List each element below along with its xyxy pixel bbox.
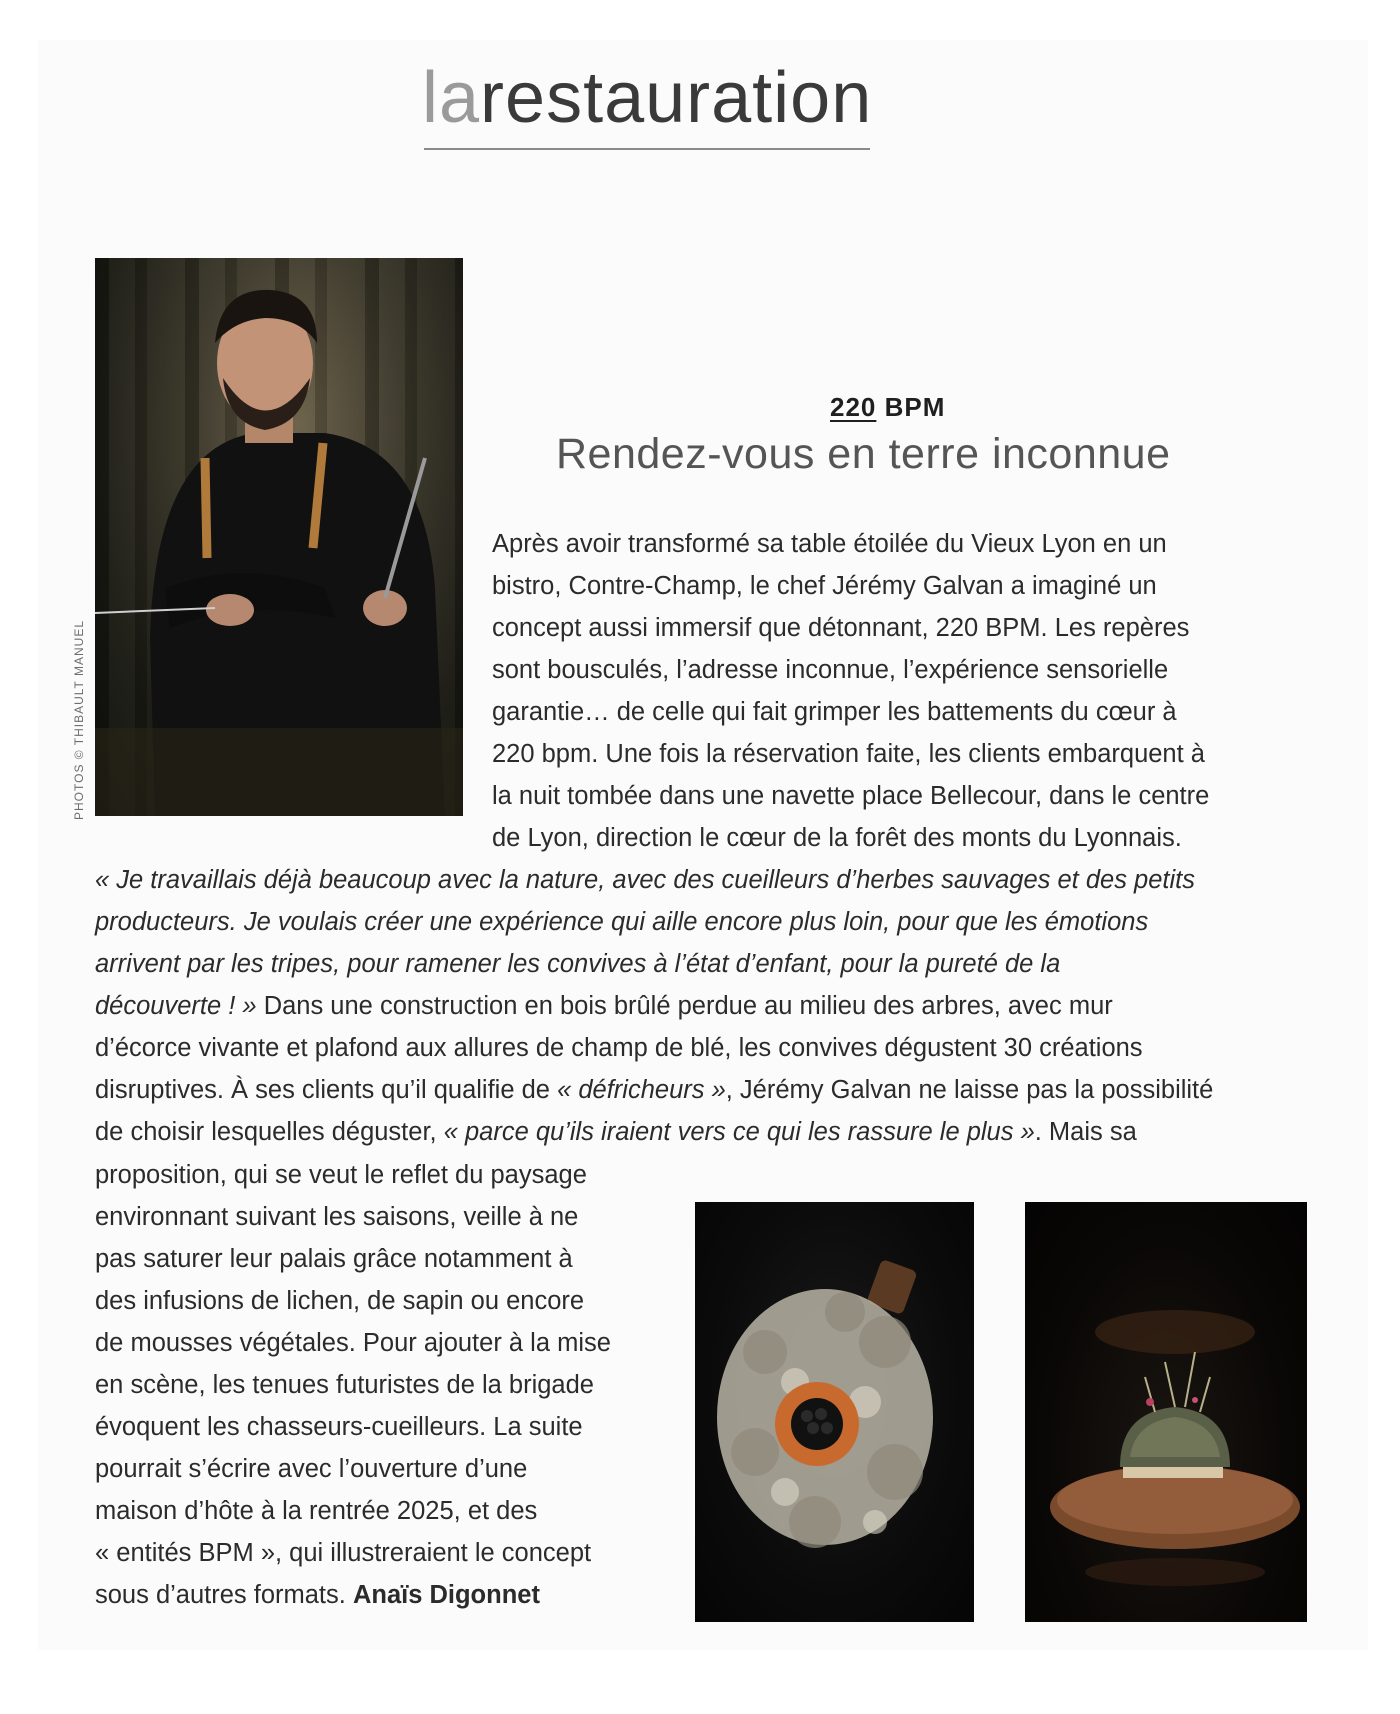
section-title-prefix: la — [422, 58, 481, 138]
body-text: Dans une construction en bois brûlé perdue au milieu des arbres, avec mur — [256, 992, 1113, 1020]
body-line: évoquent les chasseurs-cueilleurs. La suite — [95, 1413, 583, 1441]
dish-photo-moss — [1025, 1202, 1307, 1622]
body-line: des infusions de lichen, de sapin ou encore — [95, 1287, 585, 1315]
quote-line — [95, 859, 1213, 901]
body-text-block-a — [492, 523, 1209, 859]
section-title-rule — [424, 148, 870, 150]
article-headline: Rendez-vous en terre inconnue — [556, 430, 1171, 478]
body-text-block-b — [95, 859, 1213, 1153]
quote-text: découverte ! » — [95, 992, 257, 1020]
body-line: proposition, qui se veut le reflet du paysage — [95, 1161, 587, 1189]
body-line: environnant suivant les saisons, veille à ne — [95, 1203, 579, 1231]
body-line: bistro, Contre-Champ, le chef Jérémy Galvan a imaginé un — [492, 572, 1157, 600]
quote-text: « parce qu’ils iraient vers ce qui les rassure le plus » — [443, 1118, 1035, 1146]
body-line: « entités BPM », qui illustreraient le concept — [95, 1539, 592, 1567]
section-title — [422, 58, 873, 138]
dish-illustration-moss — [1025, 1202, 1307, 1622]
quote-text: « défricheurs » — [557, 1076, 726, 1104]
quote-line — [95, 943, 1213, 985]
quote-line — [95, 901, 1213, 943]
dish-photo-lichen — [695, 1202, 974, 1622]
body-line: sont bousculés, l’adresse inconnue, l’expérience sensorielle — [492, 656, 1169, 684]
body-text: , Jérémy Galvan ne laisse pas la possibilité — [725, 1076, 1214, 1104]
body-text: disruptives. À ses clients qu’il qualifie de — [95, 1076, 558, 1104]
section-title-name: restauration — [480, 58, 873, 138]
body-line: de mousses végétales. Pour ajouter à la mise — [95, 1329, 611, 1357]
body-line: Après avoir transformé sa table étoilée du Vieux Lyon en un — [492, 530, 1167, 558]
quote-text: « Je travaillais déjà beaucoup avec la nature, avec des cueilleurs d’herbes sauvages et des petits — [95, 866, 1195, 894]
body-line: en scène, les tenues futuristes de la brigade — [95, 1371, 594, 1399]
chef-figure — [95, 258, 463, 816]
body-line: concept aussi immersif que détonnant, 220 BPM. Les repères — [492, 614, 1190, 642]
body-line: 220 bpm. Une fois la réservation faite, les clients embarquent à — [492, 740, 1205, 768]
body-line: pas saturer leur palais grâce notamment à — [95, 1245, 573, 1273]
article-kicker — [830, 392, 945, 423]
body-line — [95, 1111, 1213, 1153]
body-line — [95, 985, 1213, 1027]
body-line — [95, 1069, 1213, 1111]
body-line: d’écorce vivante et plafond aux allures de champ de blé, les convives dégustent 30 créations — [95, 1034, 1143, 1062]
quote-text: arrivent par les tripes, pour ramener les convives à l’état d’enfant, pour la pureté de la — [95, 950, 1061, 978]
chef-photo — [95, 258, 463, 816]
body-line: la nuit tombée dans une navette place Bellecour, dans le centre — [492, 782, 1210, 810]
body-line — [95, 1574, 611, 1616]
quote-text: producteurs. Je voulais créer une expérience qui aille encore plus loin, pour que les émotions — [95, 908, 1149, 936]
body-line: maison d’hôte à la rentrée 2025, et des — [95, 1497, 538, 1525]
kicker-suffix: BPM — [884, 392, 946, 422]
body-text: . Mais sa — [1034, 1118, 1137, 1146]
body-line: garantie… de celle qui fait grimper les battements du cœur à — [492, 698, 1177, 726]
photo-credit: PHOTOS © THIBAULT MANUEL — [72, 620, 86, 820]
author-name: Anaïs Digonnet — [352, 1581, 540, 1609]
body-line: pourrait s’écrire avec l’ouverture d’une — [95, 1455, 528, 1483]
kicker-number: 220 — [830, 392, 877, 422]
dish-illustration-lichen — [695, 1202, 974, 1622]
body-text-block-c — [95, 1154, 611, 1616]
body-line: de Lyon, direction le cœur de la forêt des monts du Lyonnais. — [492, 824, 1182, 852]
body-text: de choisir lesquelles déguster, — [95, 1118, 444, 1146]
body-text: sous d’autres formats. — [95, 1581, 353, 1609]
